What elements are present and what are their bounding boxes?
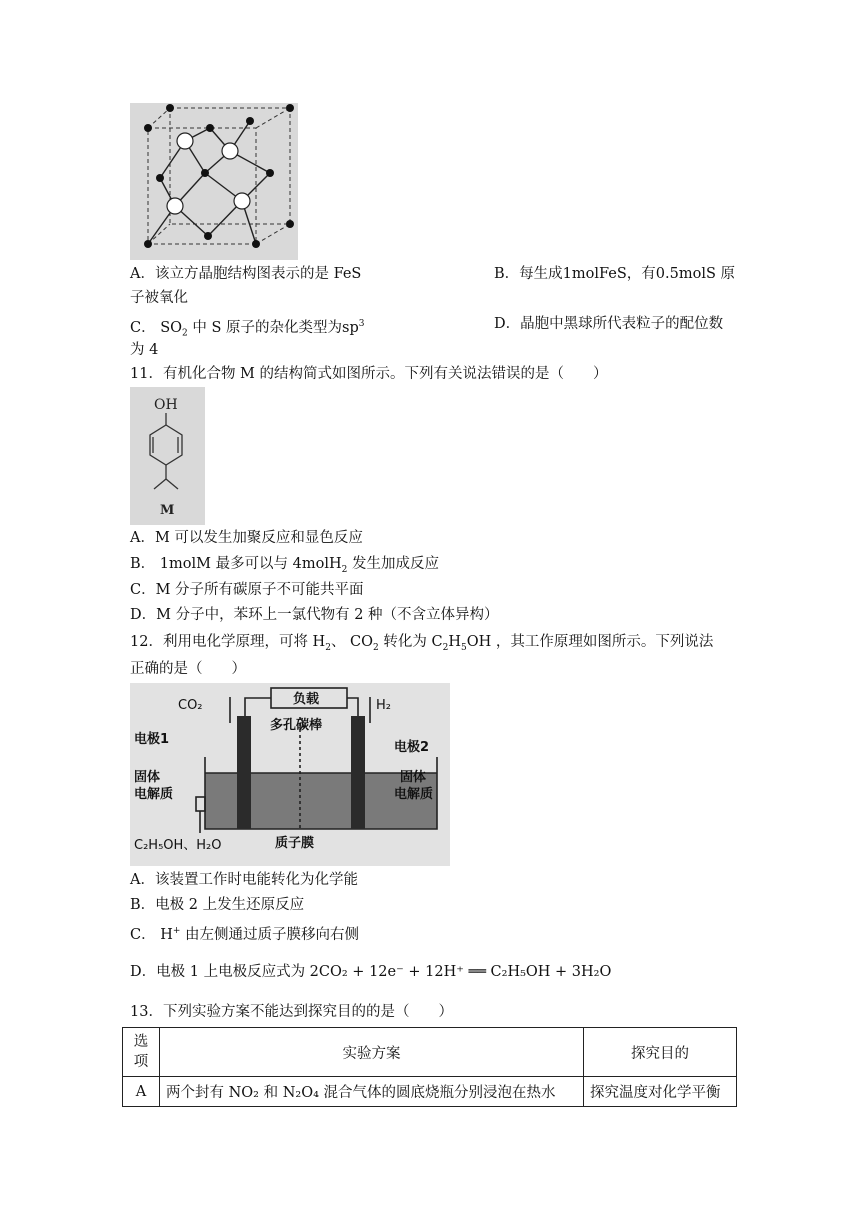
- q11-option-c: C．M 分子所有碳原子不可能共平面: [130, 582, 364, 598]
- compound-m-figure: [130, 387, 205, 525]
- electrode2-label: 电极2: [394, 740, 430, 755]
- m-label: M: [160, 503, 175, 518]
- compound-m-structure: [130, 387, 205, 525]
- solid-electrolyte-right-2: 电解质: [394, 787, 434, 802]
- header-plan: 实验方案: [160, 1028, 584, 1077]
- q10-option-d-line1: D．晶胞中黑球所代表粒子的配位数: [494, 316, 724, 332]
- q12-option-d: D．电极 1 上电极反应式为 2CO₂ + 12e⁻ + 12H⁺ ══ C₂H₅OH + 3H₂O: [130, 964, 612, 980]
- experiment-table: [122, 1027, 737, 1107]
- porous-carbon-label: 多孔碳棒: [270, 718, 323, 733]
- q10-option-a: A．该立方晶胞结构图表示的是 FeS: [130, 266, 362, 282]
- solid-electrolyte-right-1: 固体: [400, 770, 427, 785]
- table-row: [123, 1077, 737, 1107]
- q10-option-b-line2: 子被氧化: [130, 290, 188, 306]
- row-plan: 两个封有 NO₂ 和 N₂O₄ 混合气体的圆底烧瓶分别浸泡在热水: [160, 1077, 584, 1107]
- oh-label: OH: [154, 397, 178, 413]
- crystal-cell-diagram: [130, 103, 298, 260]
- q11-option-b: B． 1molM 最多可以与 4molH$_2$ 发生加成反应: [130, 556, 440, 575]
- table-header-row: [123, 1028, 737, 1077]
- q11-option-a: A．M 可以发生加聚反应和显色反应: [130, 530, 363, 546]
- q12-option-a: A．该装置工作时电能转化为化学能: [130, 872, 358, 888]
- header-option: 选项: [123, 1028, 160, 1077]
- electrochem-cell-figure: [130, 683, 450, 866]
- solid-electrolyte-left-2: 电解质: [134, 787, 174, 802]
- q11-stem: 11．有机化合物 M 的结构简式如图所示。下列有关说法错误的是（ ）: [130, 366, 608, 382]
- q10-option-b-line1: B．每生成1molFeS，有0.5molS 原: [494, 266, 735, 282]
- h2-label: H₂: [376, 698, 391, 713]
- electrode1-label: 电极1: [134, 732, 170, 747]
- q13-stem: 13．下列实验方案不能达到探究目的的是（ ）: [130, 1004, 453, 1020]
- co2-label: CO₂: [178, 698, 203, 713]
- proton-membrane-label: 质子膜: [275, 836, 315, 851]
- q10-option-d-line2: 为 4: [130, 342, 159, 358]
- q12-stem-line2: 正确的是（ ）: [130, 661, 246, 677]
- q12-option-c: C． H+ 由左侧通过质子膜移向右侧: [130, 926, 360, 943]
- header-goal: 探究目的: [584, 1028, 737, 1077]
- load-label: 负载: [293, 692, 320, 707]
- q12-stem-line1: 12．利用电化学原理，可将 $H_2$、 $CO_2$ 转化为 $C_2H_5OH$ ，其工作原理如图所示。下列说法: [130, 634, 714, 653]
- crystal-cell-figure: [130, 103, 298, 260]
- product-label: C₂H₅OH、H₂O: [134, 838, 222, 853]
- row-goal: 探究温度对化学平衡: [584, 1077, 737, 1107]
- row-option: A: [123, 1077, 160, 1107]
- electrochem-cell-diagram: [130, 683, 450, 866]
- q10-option-c: C． $SO_2$ 中 S 原子的杂化类型为$sp^3$: [130, 319, 365, 339]
- q12-option-b: B．电极 2 上发生还原反应: [130, 897, 305, 913]
- solid-electrolyte-left-1: 固体: [134, 770, 161, 785]
- q11-option-d: D．M 分子中，苯环上一氯代物有 2 种（不含立体异构）: [130, 607, 499, 623]
